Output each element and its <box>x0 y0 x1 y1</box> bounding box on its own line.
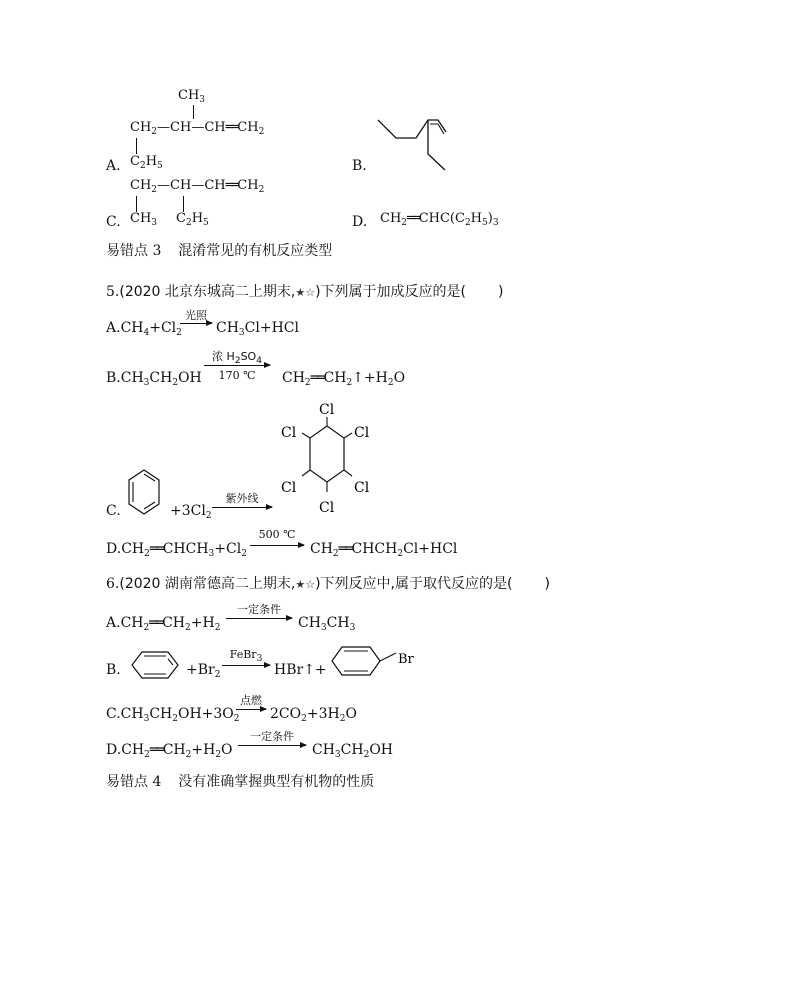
q6-a-condition: 一定条件 <box>237 603 281 616</box>
q5-close-paren: ) <box>498 284 504 300</box>
q5-d-reactants: $D.CH_2══CHCH_3+Cl_2$ <box>106 541 247 559</box>
q6-c-arrow <box>236 709 266 710</box>
option-a-main-chain: $CH_2—CH—CH══CH_2$ <box>130 120 265 137</box>
q5-stem <box>106 281 504 301</box>
q6-b-arrow <box>222 665 270 666</box>
q6-a-arrow <box>226 618 292 619</box>
q6-number: 6. <box>106 576 120 592</box>
q5-source: (2020 北京东城高二上期末, <box>119 284 296 300</box>
option-a-label: A. <box>106 158 121 174</box>
q6-d-reactants: $D.CH_2══CH_2+H_2O$ <box>106 742 233 760</box>
q5-a-reactants: $A.CH_4+Cl_2$ <box>106 320 182 338</box>
q6-c-products: $2CO_2+3H_2O$ <box>270 706 357 724</box>
q6-source: (2020 湖南常德高二上期末, <box>119 576 296 592</box>
option-b-label: B. <box>352 158 367 174</box>
q5-d-arrow <box>250 545 304 546</box>
option-b-skeletal-structure <box>375 112 465 174</box>
option-c-branch-bond-2 <box>183 196 184 212</box>
cl-lower-left: Cl <box>281 480 297 496</box>
cl-lower-right: Cl <box>354 480 370 496</box>
q6-a-products: $CH_3CH_3$ <box>298 615 356 633</box>
q5-c-hexachlorocyclohexane-structure <box>278 400 378 518</box>
q6-d-products: $CH_3CH_2OH$ <box>312 742 393 760</box>
q5-c-arrow <box>212 507 272 508</box>
option-c-main-chain: $CH_2—CH—CH══CH_2$ <box>130 178 265 195</box>
cl-upper-left: Cl <box>281 425 297 441</box>
q6-a-reactants: $A.CH_2══CH_2+H_2$ <box>106 615 221 633</box>
section-3-label: 易错点 <box>106 243 148 259</box>
q5-number: 5. <box>106 284 120 300</box>
cl-upper-right: Cl <box>354 425 370 441</box>
cl-top: Cl <box>319 402 335 418</box>
two-star-difficulty-icon: ★☆ <box>295 578 316 591</box>
option-d-label: D. <box>352 214 368 230</box>
q5-c-benzene-icon <box>127 468 161 516</box>
option-a-branch-bond <box>136 138 137 154</box>
q5-c-condition: 紫外线 <box>225 492 259 505</box>
q5-d-condition: 500 ℃ <box>258 528 296 541</box>
q6-b-condition: FeBr$_3$ <box>229 648 263 664</box>
q5-c-reagent: $+3Cl_2$ <box>170 503 212 521</box>
option-a-vertical-bond <box>193 105 194 119</box>
q5-c-label: C. <box>106 503 121 519</box>
option-d-formula: $CH_2══CHC(C_2H_5)_3$ <box>380 211 499 228</box>
cl-bottom: Cl <box>319 500 335 516</box>
option-c-ch3: $CH_3$ <box>130 211 158 228</box>
q6-b-benzene-icon <box>130 650 180 680</box>
br-label: Br <box>398 652 414 667</box>
option-a-c2h5: $C_2H_5$ <box>130 154 163 171</box>
section-3-header <box>106 240 332 260</box>
q6-c-reactants: $C.CH_3CH_2OH+3O_2$ <box>106 706 240 724</box>
section-4-title: 没有准确掌握典型有机物的性质 <box>178 774 375 790</box>
section-4-header <box>106 771 374 791</box>
option-c-c2h5: $C_2H_5$ <box>176 211 209 228</box>
q6-b-label: B. <box>106 662 121 678</box>
q5-b-condition-top: 浓 $H_2SO_4$ <box>212 350 262 366</box>
option-c-label: C. <box>106 214 121 230</box>
q5-b-products: $CH_2══CH_2↑+H_2O$ <box>282 370 406 388</box>
q6-b-bromobenzene-structure <box>330 645 420 677</box>
q6-stem <box>106 573 550 593</box>
q6-c-condition: 点燃 <box>240 694 262 707</box>
q6-d-arrow <box>238 745 306 746</box>
q6-b-products: HBr↑+ <box>274 662 327 678</box>
q6-d-condition: 一定条件 <box>250 730 294 743</box>
q5-b-reactants: $B.CH_3CH_2OH$ <box>106 370 202 388</box>
section-4-number: 4 <box>152 774 162 790</box>
two-star-difficulty-icon: ★☆ <box>295 286 316 299</box>
q5-a-products: $CH_3Cl+HCl$ <box>216 320 299 338</box>
option-c-branch-bond-1 <box>136 196 137 212</box>
option-a-ch3: $CH_3$ <box>178 88 206 105</box>
q5-d-products: $CH_2══CHCH_2Cl+HCl$ <box>310 541 458 559</box>
q6-close-paren: ) <box>544 576 550 592</box>
section-3-number: 3 <box>152 243 162 259</box>
q5-b-arrow <box>204 365 270 366</box>
q5-b-condition-bottom: 170 ℃ <box>218 369 256 382</box>
q6-b-reagent: $+Br_2$ <box>186 662 221 680</box>
q6-question: )下列反应中,属于取代反应的是( <box>315 576 513 592</box>
q5-question: )下列属于加成反应的是( <box>315 284 467 300</box>
q5-a-arrow <box>180 323 212 324</box>
section-3-title: 混淆常见的有机反应类型 <box>178 243 333 259</box>
q5-a-condition: 光照 <box>185 309 207 322</box>
section-4-label: 易错点 <box>106 774 148 790</box>
